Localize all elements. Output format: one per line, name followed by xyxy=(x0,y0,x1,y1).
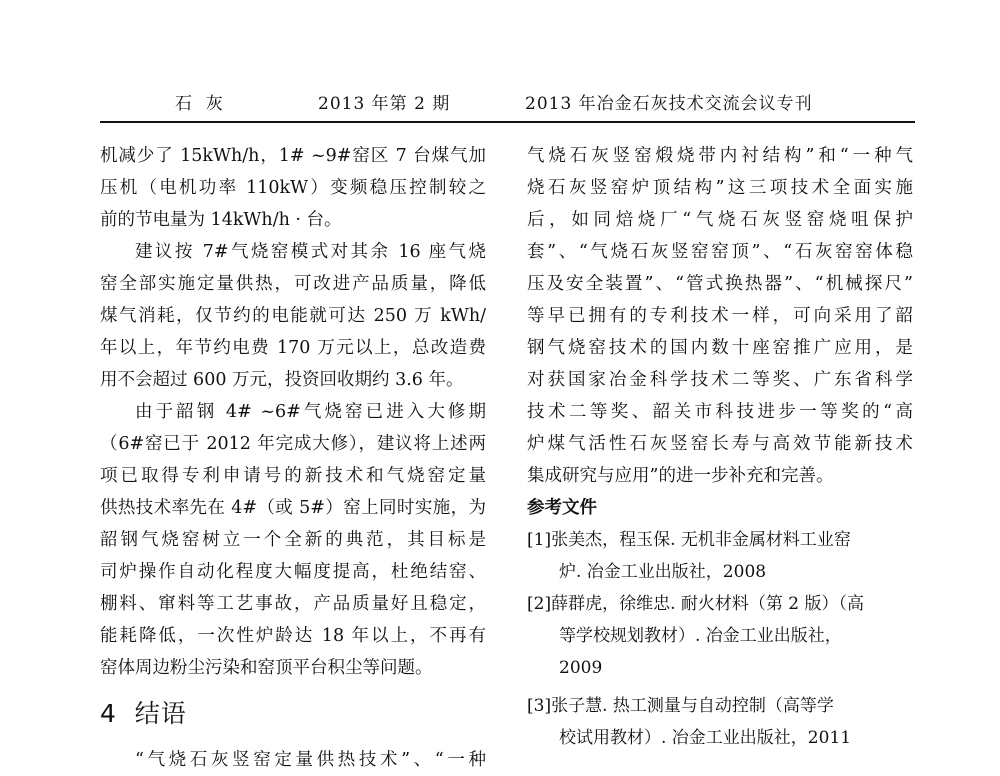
text-line: 煤气消耗，仅节约的电能就可达 250 万 kWh/ xyxy=(100,306,486,326)
text-line: 棚料、窜料等工艺事故，产品质量好且稳定， xyxy=(100,594,486,614)
references-heading: 参考文件 xyxy=(527,498,597,518)
header-rule xyxy=(100,121,915,123)
text-line: 对获国家冶金科学技术二等奖、广东省科学 xyxy=(527,370,913,390)
paragraph-continued xyxy=(527,140,913,492)
text-line: 压机（电机功率 110kW）变频稳压控制较之 xyxy=(100,178,486,198)
text-line-partial: “气烧石灰竖窑定量供热技术”、“一种 xyxy=(135,750,486,770)
reference-line: 炉. 冶金工业出版社，2008 xyxy=(559,562,767,582)
text-line: 气烧石灰竖窑煅烧带内衬结构”和“一种气 xyxy=(527,146,913,166)
reference-line: [1]张美杰，程玉保. 无机非金属材料工业窑 xyxy=(527,530,851,550)
text-line: 能耗降低，一次性炉龄达 18 年以上，不再有 xyxy=(100,626,486,646)
text-line: 机减少了 15kWh/h，1# ~9#窑区 7 台煤气加 xyxy=(100,146,486,166)
journal-name: 石 灰 xyxy=(175,94,224,114)
text-line: 压及安全装置”、“管式换热器”、“机械探尺” xyxy=(527,274,913,294)
reference-item xyxy=(527,524,913,588)
right-column xyxy=(527,140,913,754)
text-line: 技术二等奖、韶关市科技进步一等奖的“高 xyxy=(527,402,913,422)
text-line: 年以上，年节约电费 170 万元以上，总改造费 xyxy=(100,338,486,358)
reference-line: 校试用教材）. 冶金工业出版社，2011 xyxy=(559,728,852,748)
reference-line: 2009 xyxy=(559,658,603,678)
text-line: 建议按 7#气烧窑模式对其余 16 座气烧 xyxy=(135,242,486,262)
special-issue-title: 2013 年冶金石灰技术交流会议专刊 xyxy=(525,94,813,114)
text-line: 炉煤气活性石灰竖窑长寿与高效节能新技术 xyxy=(527,434,913,454)
text-line: 集成研究与应用”的进一步补充和完善。 xyxy=(527,466,834,486)
text-line: 由于韶钢 4# ~6#气烧窑已进入大修期 xyxy=(135,402,486,422)
text-line: 钢气烧窑技术的国内数十座窑推广应用，是 xyxy=(527,338,913,358)
text-line: 用不会超过 600 万元，投资回收期约 3.6 年。 xyxy=(100,370,464,390)
section-title: 4 结语 xyxy=(100,699,187,728)
text-line: 前的节电量为 14kWh/h · 台。 xyxy=(100,210,342,230)
text-line: 烧石灰竖窑炉顶结构”这三项技术全面实施 xyxy=(527,178,913,198)
left-column xyxy=(100,140,486,776)
reference-line: 等学校规划教材）. 冶金工业出版社， xyxy=(559,626,842,646)
text-line: 套”、“气烧石灰竖窑窑顶”、“石灰窑窑体稳 xyxy=(527,242,913,262)
issue-number: 2013 年第 2 期 xyxy=(318,94,451,114)
text-line: 项已取得专利申请号的新技术和气烧窑定量 xyxy=(100,466,486,486)
reference-item xyxy=(527,690,913,754)
text-line: 韶钢气烧窑树立一个全新的典范，其目标是 xyxy=(100,530,486,550)
text-line: 窑体周边粉尘污染和窑顶平台积尘等问题。 xyxy=(100,658,433,678)
reference-line: [2]薛群虎，徐维忠. 耐火材料（第 2 版）（高 xyxy=(527,594,865,614)
text-line: （6#窑已于 2012 年完成大修），建议将上述两 xyxy=(100,434,486,454)
text-line: 供热技术率先在 4#（或 5#）窑上同时实施，为 xyxy=(100,498,486,518)
paragraph-1 xyxy=(100,140,486,236)
text-line: 司炉操作自动化程度大幅度提高，杜绝结窑、 xyxy=(100,562,486,582)
paragraph-3 xyxy=(100,396,486,684)
text-line: 等早已拥有的专利技术一样，可向采用了韶 xyxy=(527,306,913,326)
reference-line: [3]张子慧. 热工测量与自动控制（高等学 xyxy=(527,696,834,716)
text-line: 窑全部实施定量供热，可改进产品质量，降低 xyxy=(100,274,486,294)
reference-list xyxy=(527,524,913,754)
reference-item xyxy=(527,588,913,684)
text-line: 后，如同焙烧厂“气烧石灰竖窑烧咀保护 xyxy=(527,210,913,230)
paragraph-2 xyxy=(100,236,486,396)
